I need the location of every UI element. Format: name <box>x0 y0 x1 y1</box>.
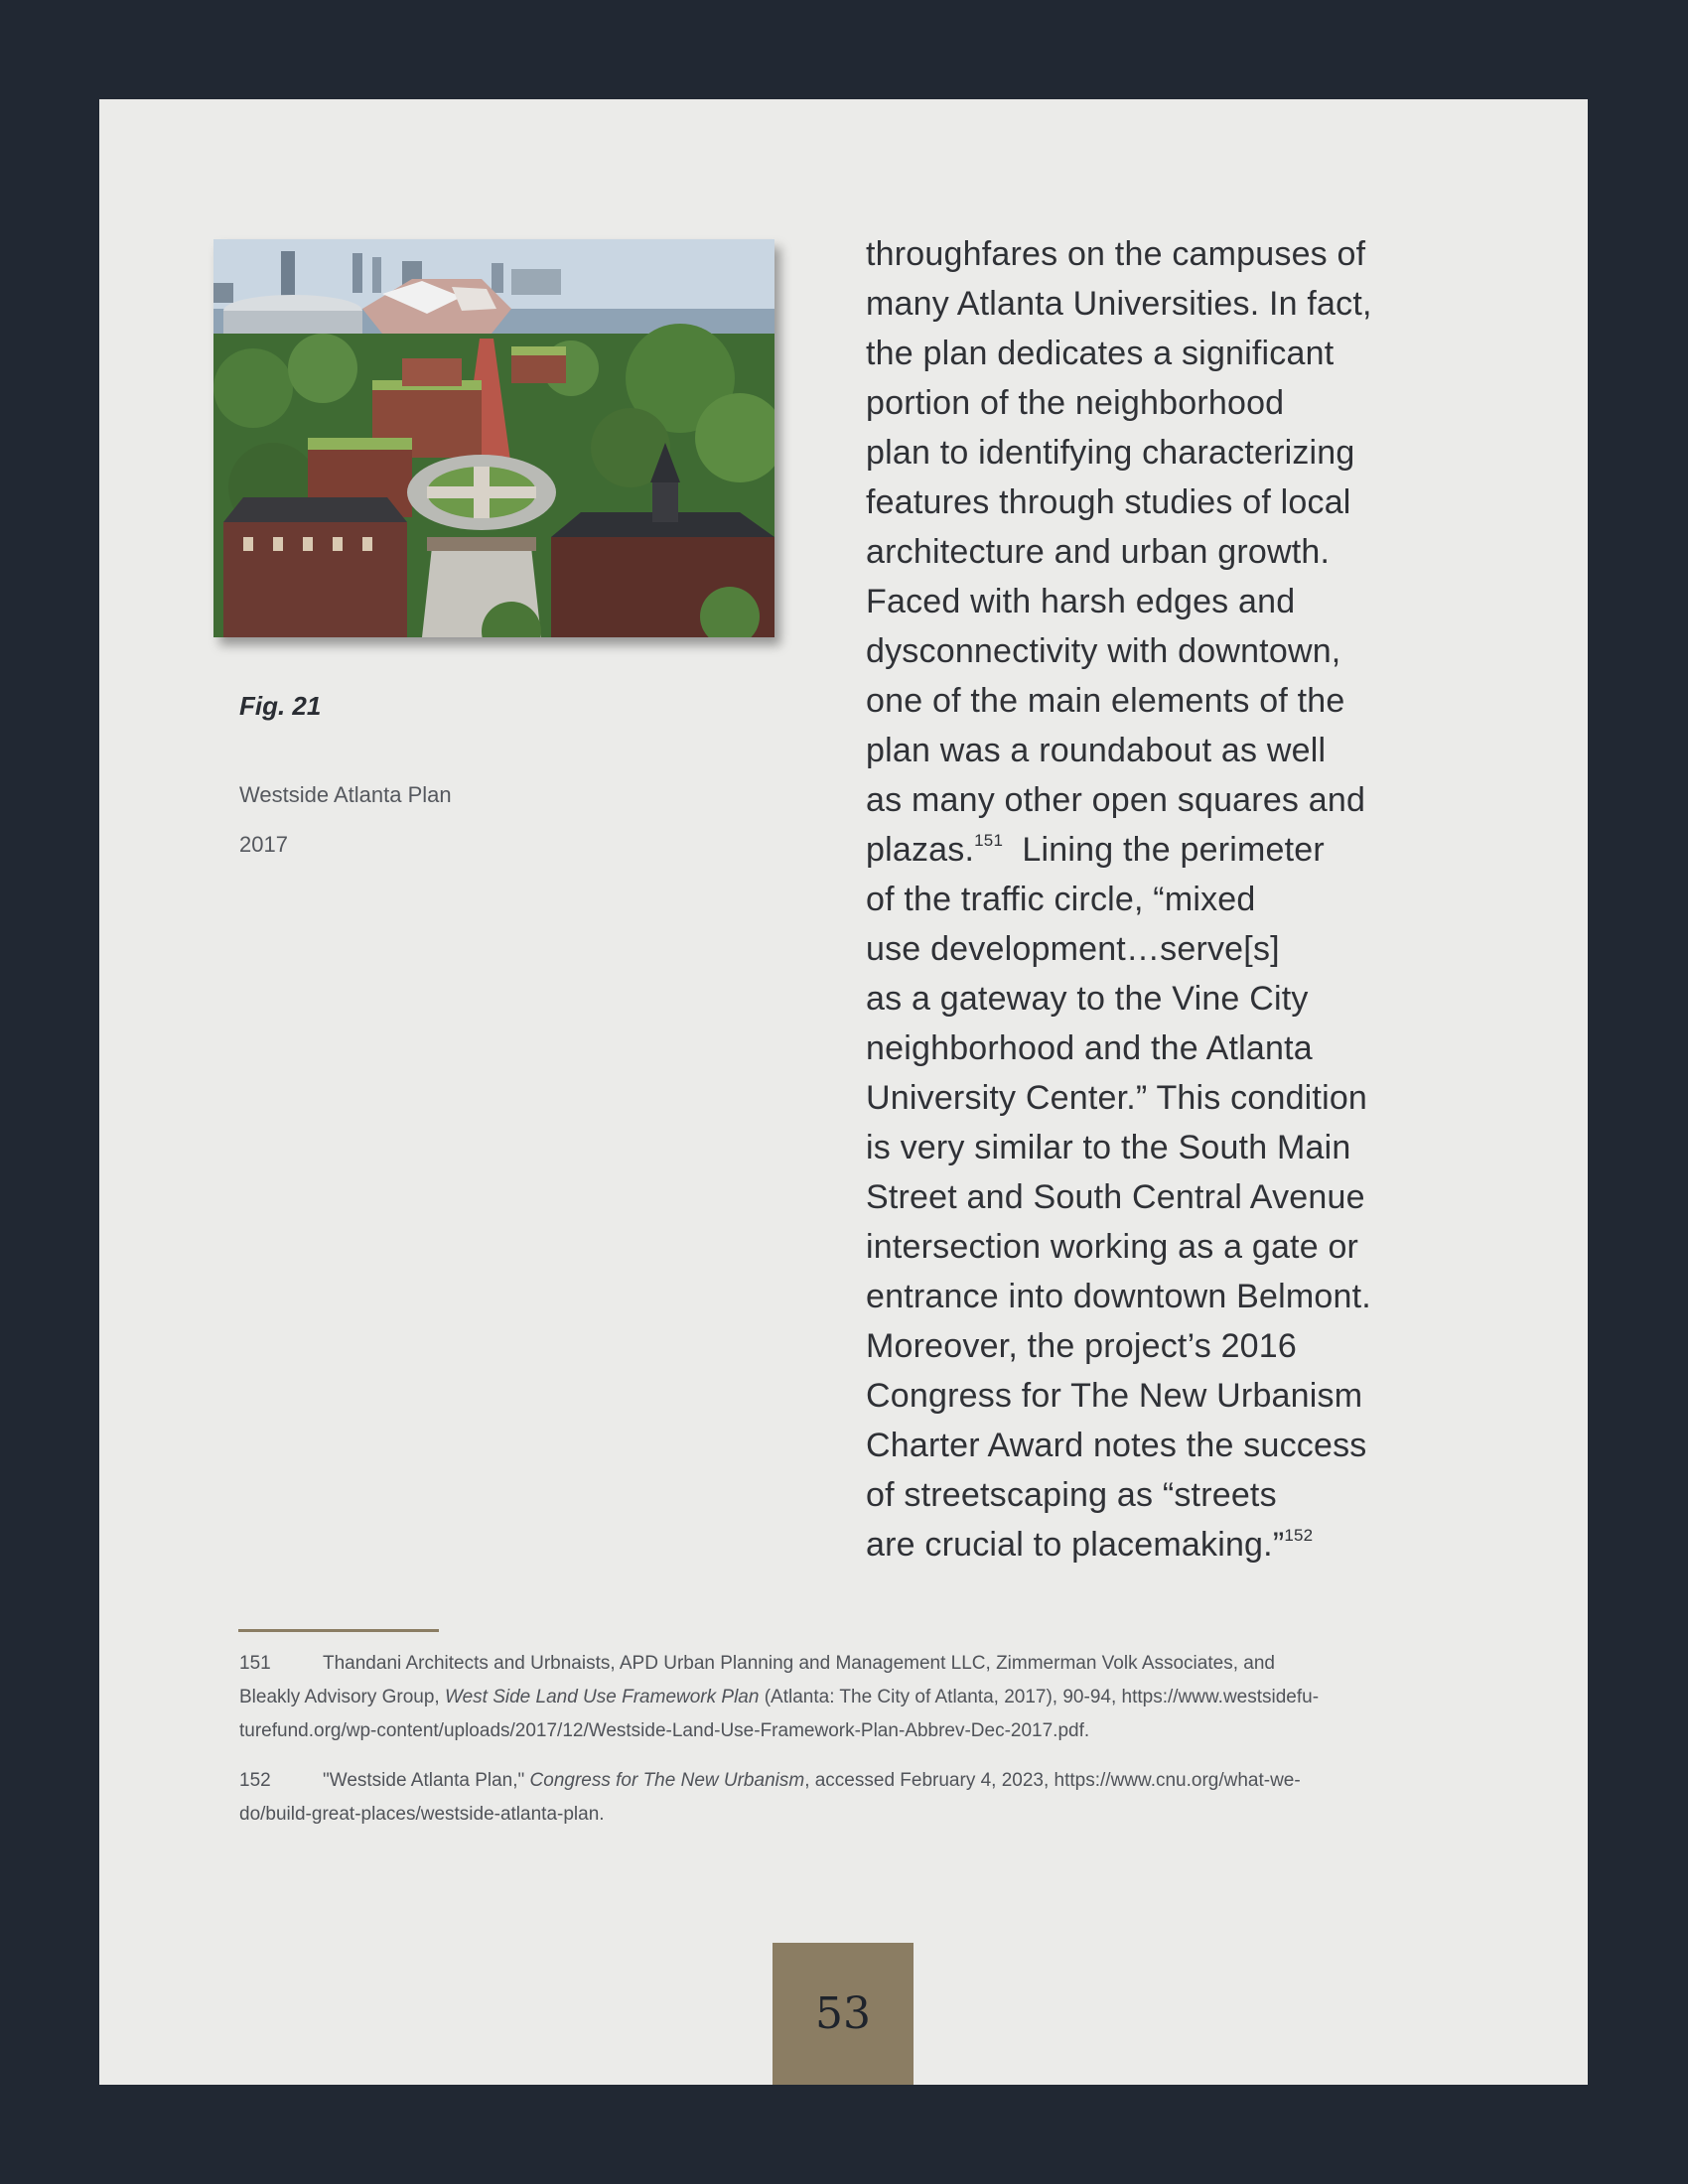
body-line: architecture and urban growth. <box>866 533 1331 571</box>
footnote-divider <box>238 1629 439 1632</box>
body-line: portion of the neighborhood <box>866 384 1285 422</box>
body-line: plan to identifying characterizing <box>866 434 1355 472</box>
body-line: dysconnectivity with downtown, <box>866 632 1341 670</box>
body-line: intersection working as a gate or <box>866 1228 1359 1266</box>
body-line: plazas. <box>866 831 975 869</box>
footnote-source-title: West Side Land Use Framework Plan <box>444 1687 760 1707</box>
body-line: the plan dedicates a significant <box>866 335 1335 372</box>
body-line: as a gateway to the Vine City <box>866 980 1309 1018</box>
figure-caption <box>239 770 452 870</box>
body-line: Moreover, the project’s 2016 <box>866 1327 1298 1365</box>
footnote-ref-152[interactable]: 152 <box>1284 1526 1314 1545</box>
body-line: use development…serve[s] <box>866 930 1280 968</box>
footnotes <box>239 1647 1560 1847</box>
figure-photo-aerial-view <box>213 239 774 637</box>
body-line: is very similar to the South Main <box>866 1129 1351 1166</box>
body-text <box>866 229 1551 1570</box>
footnote-source-title: Congress for The New Urbanism <box>529 1770 805 1791</box>
footnote-text: Bleakly Advisory Group, <box>239 1687 445 1707</box>
body-line: Charter Award notes the success <box>866 1427 1367 1464</box>
footnote-ref-151[interactable]: 151 <box>974 831 1004 850</box>
body-line-with-footnote-ref <box>866 1520 1551 1570</box>
body-line: plan was a roundabout as well <box>866 732 1327 769</box>
footnote-number: 152 <box>239 1770 271 1791</box>
body-line: are crucial to placemaking.” <box>866 1526 1285 1564</box>
body-line: Faced with harsh edges and <box>866 583 1296 620</box>
body-line-with-footnote-ref <box>866 825 1551 875</box>
body-line: University Center.” This condition <box>866 1079 1368 1117</box>
body-line: one of the main elements of the <box>866 682 1345 720</box>
footnote-link-text[interactable]: turefund.org/wp-content/uploads/2017/12/Westside-Land-Use-Framework-Plan-Abbrev-Dec-2017.pdf. <box>239 1720 1090 1741</box>
footnote-link-text[interactable]: do/build-great-places/westside-atlanta-plan. <box>239 1804 605 1825</box>
footnote-152 <box>239 1764 1560 1832</box>
page-number-box <box>773 1943 914 2085</box>
footnote-text: "Westside Atlanta Plan," <box>323 1770 530 1791</box>
footnote-link-text[interactable]: (Atlanta: The City of Atlanta, 2017), 90-94, https://www.westsidefu- <box>759 1687 1320 1707</box>
body-line: Lining the perimeter <box>1022 831 1325 869</box>
body-line: Congress for The New Urbanism <box>866 1377 1363 1415</box>
body-line: Street and South Central Avenue <box>866 1178 1365 1216</box>
footnote-link-text[interactable]: , accessed February 4, 2023, https://www.cnu.org/what-we- <box>804 1770 1301 1791</box>
figure-caption-year: 2017 <box>239 832 288 857</box>
body-line: of the traffic circle, “mixed <box>866 881 1256 918</box>
figure-label: Fig. 21 <box>239 691 322 721</box>
figure-caption-title: Westside Atlanta Plan <box>239 782 452 807</box>
footnote-number: 151 <box>239 1653 271 1674</box>
footnote-text: Thandani Architects and Urbnaists, APD Urban Planning and Management LLC, Zimmerman Volk Associates, and <box>323 1653 1275 1674</box>
body-line: as many other open squares and <box>866 781 1366 819</box>
document-page <box>99 99 1588 2085</box>
body-line: entrance into downtown Belmont. <box>866 1278 1371 1315</box>
body-line: many Atlanta Universities. In fact, <box>866 285 1372 323</box>
page-number: 53 <box>815 1988 871 2039</box>
body-line: features through studies of local <box>866 483 1351 521</box>
body-line: neighborhood and the Atlanta <box>866 1029 1313 1067</box>
body-line: throughfares on the campuses of <box>866 235 1366 273</box>
body-line: of streetscaping as “streets <box>866 1476 1277 1514</box>
footnote-151 <box>239 1647 1560 1748</box>
